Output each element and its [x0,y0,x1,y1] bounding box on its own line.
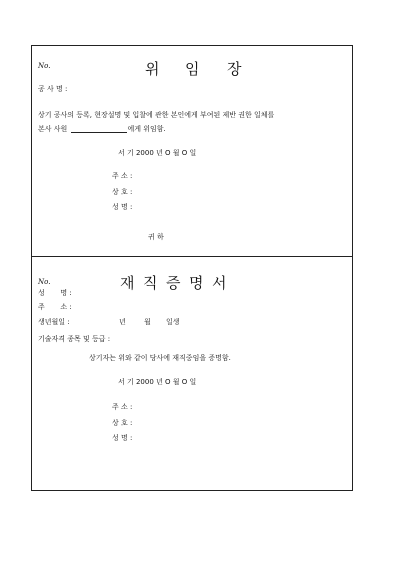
birth-date-label: 생년월일 : [38,318,70,326]
company-label: 상 호 : [112,188,133,196]
title-char-1: 재 [120,274,135,292]
birth-year-unit: 년 [119,318,126,326]
address-label: 주 소 : [38,303,72,311]
title-char-2: 임 [185,60,200,78]
title-char-4: 명 [189,274,204,292]
title-char-1: 위 [145,60,160,78]
project-name-label: 공 사 명 : [38,85,68,93]
forms-frame [31,45,353,491]
birth-month-unit: 월 [144,318,151,326]
birth-day-unit: 일생 [166,318,180,326]
name-label: 성 명 : [112,434,133,442]
company-label: 상 호 : [112,419,133,427]
title-char-5: 서 [212,274,227,292]
name-label: 성 명 : [38,289,72,297]
name-label: 성 명 : [112,203,133,211]
delegation-suffix: 에게 위임함. [127,125,166,133]
recipient-label: 귀 하 [148,233,164,241]
date-line: 서 기 2000 년 O 월 O 일 [118,149,197,157]
title-char-3: 장 [227,60,242,78]
date-line: 서 기 2000 년 O 월 O 일 [118,378,197,386]
title-char-2: 직 [143,274,158,292]
delegation-text-line1: 상기 공사의 등록, 현장설명 및 입찰에 관한 본인에게 부여된 제반 권한 일체를 [38,111,275,119]
qualification-label: 기술자격 종목 및 등급 : [38,335,111,343]
form-number-label: No. [38,278,51,286]
delegation-prefix: 본사 사원 [38,125,68,133]
delegation-text-line2 [38,126,166,133]
section-divider [32,256,352,257]
title-char-3: 증 [166,274,181,292]
address-label: 주 소 : [112,172,133,180]
employee-name-blank [71,126,127,133]
form-number-label: No. [38,62,51,70]
address-label: 주 소 : [112,403,133,411]
certification-statement: 상기자는 위와 같이 당사에 재직중임을 증명함. [89,354,231,362]
